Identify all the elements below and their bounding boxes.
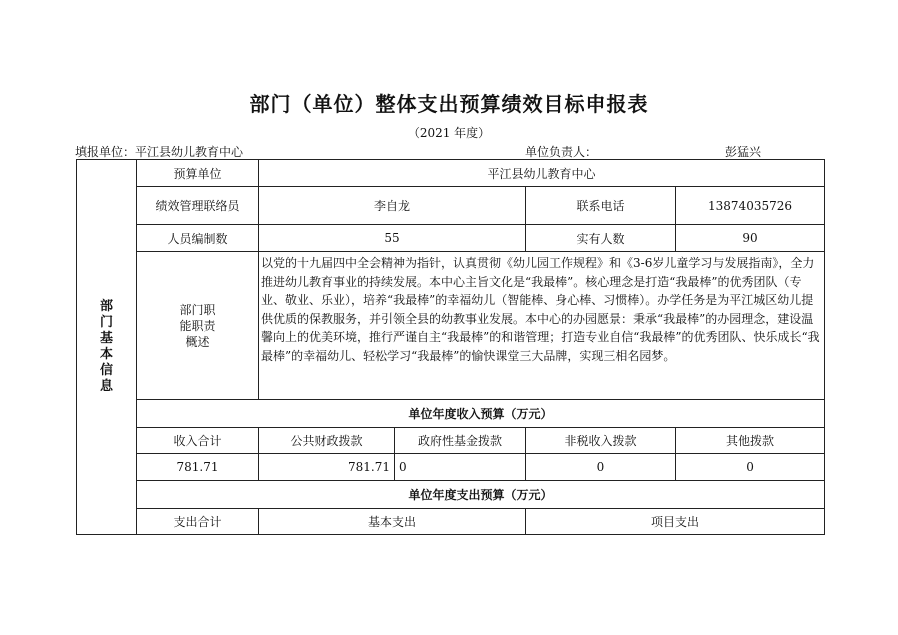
table-row [77, 481, 825, 509]
actual-value: 90 [676, 225, 825, 252]
income-section-title: 单位年度收入预算（万元） [137, 400, 825, 428]
income-header: 收入合计 [137, 428, 259, 454]
section-side-label: 部门基本信息 [77, 160, 137, 535]
budget-unit-value: 平江县幼儿教育中心 [259, 160, 825, 187]
table-row [77, 428, 825, 454]
head-name: 彭猛兴 [725, 145, 762, 159]
staff-value: 55 [259, 225, 526, 252]
year-label: （2021 年度） [407, 126, 491, 140]
contact-value: 李自龙 [259, 187, 526, 225]
income-value: 0 [395, 454, 526, 481]
table-row [77, 187, 825, 225]
head-label: 单位负责人： [525, 145, 598, 159]
table-row [77, 454, 825, 481]
income-value: 781.71 [137, 454, 259, 481]
expense-section-title: 单位年度支出预算（万元） [137, 481, 825, 509]
income-header: 政府性基金拨款 [395, 428, 526, 454]
expense-header: 基本支出 [259, 509, 526, 535]
actual-label: 实有人数 [526, 225, 676, 252]
phone-label: 联系电话 [526, 187, 676, 225]
table-row [77, 225, 825, 252]
performance-table [76, 159, 825, 535]
income-value: 0 [526, 454, 676, 481]
table-row [77, 400, 825, 428]
expense-header: 支出合计 [137, 509, 259, 535]
income-header: 非税收入拨款 [526, 428, 676, 454]
budget-unit-label: 预算单位 [137, 160, 259, 187]
contact-label: 绩效管理联络员 [137, 187, 259, 225]
table-row [77, 160, 825, 187]
income-value: 0 [676, 454, 825, 481]
income-header: 公共财政拨款 [259, 428, 395, 454]
income-header: 其他拨款 [676, 428, 825, 454]
table-row [77, 509, 825, 535]
page-title: 部门（单位）整体支出预算绩效目标申报表 [249, 92, 649, 116]
duty-text: 以党的十九届四中全会精神为指针，认真贯彻《幼儿园工作规程》和《3-6岁儿童学习与发展指南》，全力推进幼儿教育事业的持续发展。本中心主旨文化是“我最棒”。核心理念是打造“我最棒”的优秀团队（专业、敬业、乐业），培养“我最棒”的幸福幼儿（智能棒、身心棒、习惯棒）。办学任务是为平江城区幼儿提供优质的保教服务，并引领全县的幼教事业发展。本中心的办园愿景：秉承“我最棒”的办园理念，建设温馨向上的优美环境，推行严谨自主“我最棒”的和谐管理；打造专业自信“我最棒”的优秀团队、快乐成长“我最棒”的幸福幼儿、轻松学习“我最棒”的愉快课堂三大品牌，实现三相名园梦。 [259, 252, 825, 400]
fill-unit: 填报单位：平江县幼儿教育中心 [75, 145, 244, 159]
phone-value: 13874035726 [676, 187, 825, 225]
duty-label: 部门职能职责概述 [137, 252, 259, 400]
table-row [77, 252, 825, 400]
staff-label: 人员编制数 [137, 225, 259, 252]
income-value: 781.71 [259, 454, 395, 481]
expense-header: 项目支出 [526, 509, 825, 535]
